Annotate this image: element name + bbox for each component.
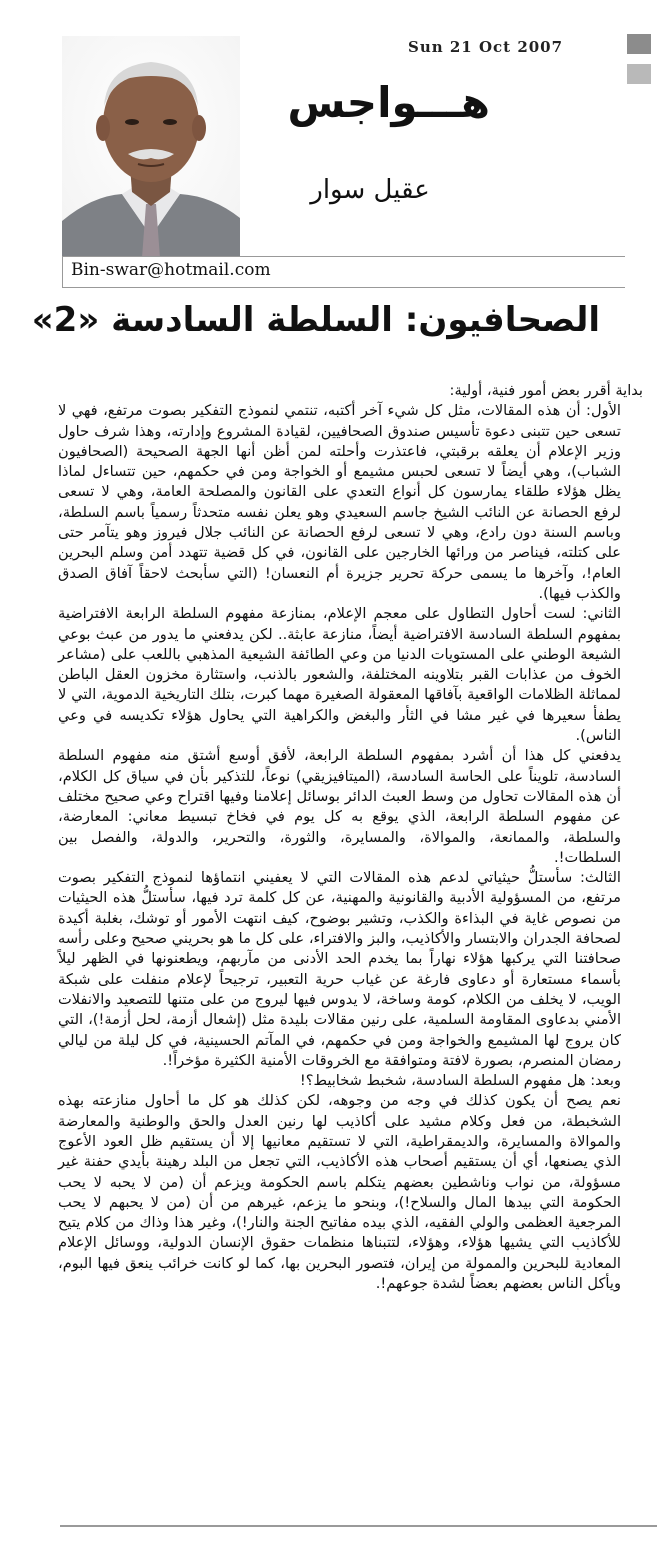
article-paragraph: نعم يصح أن يكون كذلك في وجه من وجوهه، لكن كذلك هو كل ما أحاول منازعته بهذه الشخبطة، من فعل وكلام مشيد على أكاذيب لها رنين العدل والحق والوطنية والمعارضة والموالاة والمسايرة، والديمقراطية، التي لا تستقيم معانيها إلا أن يستقيم ظل العود الأعوج الذي يصنعها، أي أن يستقيم أصحاب هذه الأكاذيب، التي تجعل من البلد رهينة بأيدي حفنة غير مسؤولة، من نواب وناشطين بعضهم يتكلم باسم الحكومة ويزعم أن (من لا يحبه لا يحب الحكومة التي بيدها المال والسلاح!)، وبنحو ما يزعم، غيرهم من أن (من لا يحبهم لا يحب المرجعية العظمى والولي الفقيه، الذي بيده مفاتيح الجنة والنار!)، وغير هذا وذاك من كلام يتيح للأكاذيب التي يشيها هؤلاء، وهؤلاء، لتتبناها منظمات حقوق الإنسان الدولية، ووسائل الإعلام المعادية للبحرين والممولة من إيران، فتصور البحرين بها، كما لو كانت خرائب ينعق فيها البوم، ويأكل الناس بعضهم بعضاً لشدة جوعهم!. — [58, 1092, 621, 1293]
side-marker-dark — [627, 34, 651, 54]
author-name: عقيل سوار — [310, 175, 430, 205]
author-photo — [62, 36, 240, 258]
article-paragraph: بداية أقرر بعض أمور فنية، أولية: — [449, 382, 643, 399]
article-paragraph: يدفعني كل هذا أن أشرد بمفهوم السلطة الرابعة، لأفق أوسع أشتق منه مفهوم السلطة السادسة، تلويناً على الحاسة السادسة، (الميتافيزيقي) نوعاً، للتذكير بأن في سياق كل الكلام، أن هذه المقالات تحاول من وسط العبث الدائر بوسائل إعلامنا وفيها اقتراح وعي صحيح مختلف عن مفهوم السلطة الرابعة، الذي يوقع به كل يوم في فخاخ تبسيط معاني: المعارضة، والسلطة، والممانعة، والموالاة، والمسايرة، والثورة، والتحرير، والدولة، والفصل بين السلطات!. — [58, 747, 621, 866]
article-paragraph: الثاني: لست أحاول التطاول على معجم الإعلام، بمنازعة مفهوم السلطة الرابعة الافتراضية بمفهوم السلطة السادسة الافتراضية أيضاً، منازعة عابثة.. لكن يدفعني ما يدور من عبث بوعي الشيعة الوطني على المستويات الدنيا من وعي الطائفة الشيعية المذهبي باللعب على (مشاعر الخوف من عذابات القبر بتلاوينه المختلفة، والشعور بالذنب، واستثارة مخزون العقل الباطن لمماثلة الظلامات الواقعية بآفاقها المعقولة الصغيرة مهما كبرت، بتلك التاريخية الدموية، التي لا يطفأ سعيرها في غير مشا في الثأر والبغض والكراهية التي يحاول هؤلاء تكديسه في وعي الناس). — [58, 605, 621, 745]
author-email[interactable]: Bin-swar@hotmail.com — [71, 260, 271, 280]
article-paragraph: الثالث: سأستلُّ حيثياتي لدعم هذه المقالات التي لا يعفيني انتماؤها لنموذج التفكير بصوت مرتفع، من المسؤولية الأدبية والقانونية والمهنية، عن كل كلمة ترد فيها، سأستلُّ هذه الحيثيات من نصوص غاية في البذاءة والكذب، وتشير بوضوح، كيف انتهت الأمور أو توشك، بغلبة أكيدة لصحافة الجدران والابتسار والأكاذيب، والبز والافتراء، على كل ما هو بحريني صحيح وعلى رأسه صحافتنا التي يركبها هؤلاء نهاراً بما يخدم الحد الأدنى من مآربهم، ويطعنونها في الظهر ليلاً بأسماء مستعارة أو دعاوى فارغة عن غياب حرية التعبير، ترجيحاً لإعلام منفلت على شبكة الويب، لا يخلف من الكلام، كومة وساخة، لا يدوس فيها ليروج من على متنها للتصعيد والانفلات الأمني بدعاوى المقاومة السلمية، على رنين مقالات بليدة مثل (إشعال أزمة، لحل أزمة!)، التي كان يروج لها المشيمع والخواجة ومن في حكمهم، في المآتم الحسينية، في كل ليلة من ليالي رمضان المنصرم، بصورة لافتة ومتوافقة مع الخروقات الأمنية الكثيرة مؤخراً!. — [58, 869, 621, 1069]
column-title: هـــواجس — [287, 78, 490, 127]
article-body — [58, 381, 643, 1294]
email-bar — [62, 256, 625, 288]
side-marker-light — [627, 64, 651, 84]
article-headline: الصحافيون: السلطة السادسة «2» — [31, 300, 600, 340]
publication-date: Sun 21 Oct 2007 — [408, 38, 564, 56]
article-paragraph: وبعد: هل مفهوم السلطة السادسة، شخبط شخابيط؟! — [299, 1072, 621, 1090]
bottom-rule — [60, 1525, 657, 1527]
article-paragraph: الأول: أن هذه المقالات، مثل كل شيء آخر أكتبه، تنتمي لنموذج التفكير بصوت مرتفع، فهي لا تسعى حين تتبنى دعوة تأسيس صندوق الصحافيين، لقيادة المشروع وإدارته، وهذا شرف حاول وزير الإعلام أن يعلقه برقبتي، فاعتذرت وأحلته لمن أظن أنها الجهة الصحيحة (الصحافيون الشباب)، وهي أيضاً لا تسعى لحبس مشيمع أو الخواجة ومن في حكمهم، حين تتساءل لماذا يظل هؤلاء طلقاء يمارسون كل أنواع التعدي على القانون والمصلحة العامة، وهي لا تسعى لرفع الحصانة عن النائب الشيخ جاسم السعيدي وهو يعلن نفسه متحدثاً رسمياً باسم السلطة، وباسم السنة دون رادع، وهي لا تسعى لرفع الحصانة عن النائب جلال فيروز وهو يتآمر حتى على كتلته، فيناصر من ورائها الخارجين على القانون، في كل قضية تتهدد أمن وسلم البحرين العام!، وآخرها ما يسمى حركة تحرير جزيرة أم النعسان! (التي سأبحث لاحقاً آفاق الصدق والكذب فيها). — [58, 402, 621, 602]
